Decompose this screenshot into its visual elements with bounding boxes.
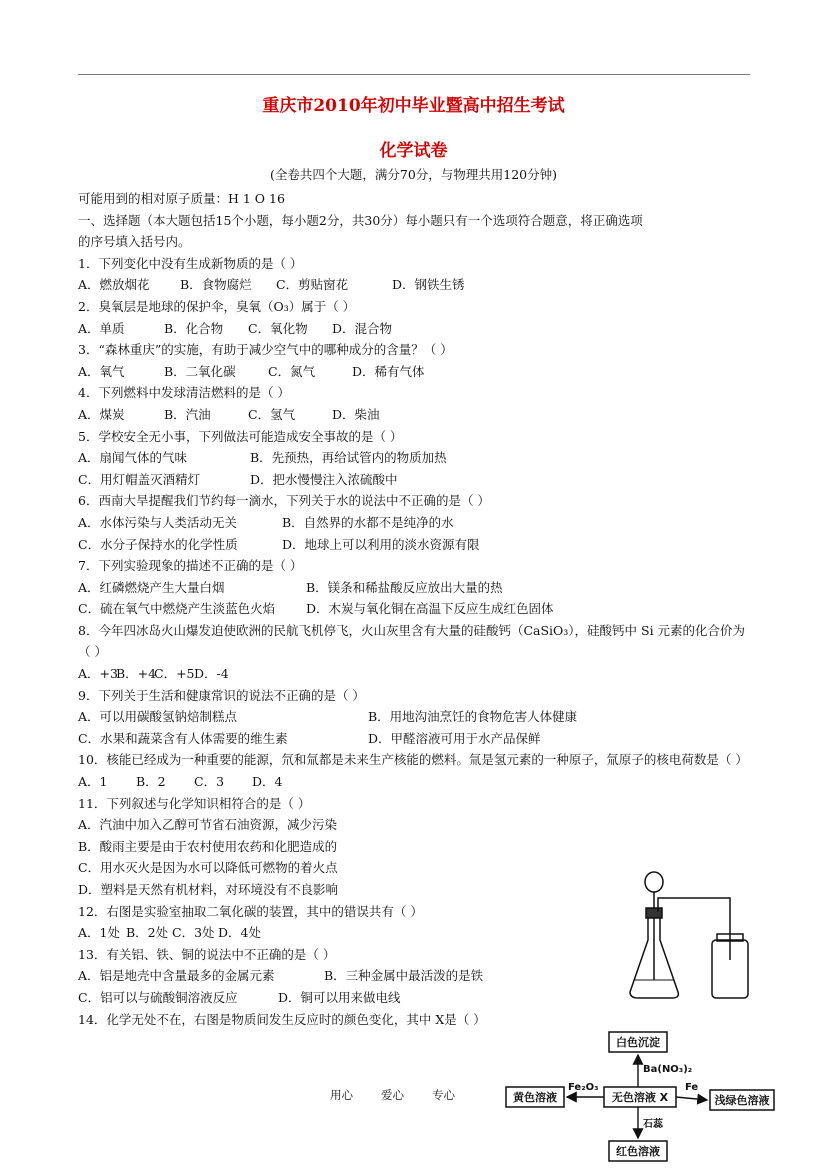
option: D．铜可以用来做电线: [278, 989, 401, 1005]
question-stem: 13．有关铝、铁、铜的说法中不正确的是（ ）: [78, 946, 336, 962]
question-options: [78, 512, 748, 534]
question-options: [78, 447, 748, 469]
option: C．用灯帽盖灭酒精灯: [78, 471, 201, 487]
label-red-solution: 红色溶液: [616, 1145, 660, 1158]
option: B．食物腐烂: [180, 277, 252, 293]
reagent-iron: Fe: [685, 1082, 699, 1093]
option: D．钢铁生锈: [392, 277, 465, 293]
label-yellow-solution: 黄色溶液: [513, 1091, 557, 1104]
option: B．+4: [116, 666, 157, 682]
question-options: [78, 534, 748, 556]
label-white-precipitate: 白色沉淀: [616, 1036, 660, 1049]
question-options: [78, 663, 748, 685]
option: A．水体污染与人类活动无关: [78, 514, 238, 530]
delivery-tube: [658, 898, 730, 960]
question-stem: 5．学校安全无小事，下列做法可能造成安全事故的是（ ）: [78, 428, 403, 444]
reagent-iron-oxide: Fe₂O₃: [568, 1082, 599, 1093]
co2-apparatus-figure: [622, 868, 752, 1006]
section-instructions-cont: 的序号填入括号内。: [78, 234, 191, 250]
option: C．用水灭火是因为水可以降低可燃物的着火点: [78, 860, 338, 876]
option: C．水分子保持水的化学性质: [78, 536, 238, 552]
option: C．+5: [154, 666, 195, 682]
option: D．4: [252, 774, 283, 790]
section-instructions: 一、选择题（本大题包括15个小题，每小题2分，共30分）每小题只有一个选项符合题意，将正确选项: [78, 212, 643, 228]
question-options: [78, 598, 748, 620]
footer-word: 用心: [330, 1088, 353, 1102]
subject-title: 化学试卷: [379, 141, 448, 161]
option: B．2: [136, 774, 166, 790]
option: A．燃放烟花: [78, 277, 150, 293]
option: A．氧气: [78, 363, 125, 379]
option: C．剪贴窗花: [276, 277, 349, 293]
question-options: [78, 728, 748, 750]
header-rule: [78, 74, 750, 75]
option: C．3处: [172, 925, 215, 941]
option: C．氮气: [268, 363, 316, 379]
option: B．化合物: [164, 320, 224, 336]
option: A．铝是地壳中含量最多的金属元素: [78, 968, 275, 984]
exam-note: (全卷共四个大题，满分70分，与物理共用120分钟): [269, 167, 558, 182]
question-stem: 8．今年四冰岛火山爆发迫使欧洲的民航飞机停飞，火山灰里含有大量的硅酸钙（CaSiO₃），硅酸钙中 Si 元素的化合价为（ ）: [78, 622, 746, 660]
question-stem: 14．化学无处不在，右图是物质间发生反应时的颜色变化，其中 X是（ ）: [78, 1011, 486, 1027]
footer-word: 爱心: [381, 1088, 404, 1102]
arrow-to-right: [676, 1097, 707, 1100]
option: B．2处: [126, 925, 169, 941]
question-stem: 2．臭氧层是地球的保护伞，臭氧（O₃）属于（ ）: [78, 298, 356, 314]
option: C．水果和蔬菜含有人体需要的维生素: [78, 730, 288, 746]
option: A．1: [78, 774, 108, 790]
option: C．铝可以与硫酸铜溶液反应: [78, 989, 238, 1005]
option: B．用地沟油烹饪的食物危害人体健康: [368, 709, 578, 725]
question-options: [78, 771, 748, 793]
option: B．汽油: [164, 406, 211, 422]
page-footer: [330, 1087, 483, 1103]
option: C．硫在氧气中燃烧产生淡蓝色火焰: [78, 601, 276, 617]
exam-title: 重庆市2010年初中毕业暨高中招生考试: [262, 96, 565, 116]
reaction-diagram: [500, 1024, 790, 1168]
question-stem: 1．下列变化中没有生成新物质的是（ ）: [78, 255, 303, 271]
reagent-litmus: 石蕊: [643, 1119, 663, 1130]
option: D．4处: [218, 925, 261, 941]
question-options: [78, 577, 748, 599]
option: A．红磷燃烧产生大量白烟: [78, 579, 225, 595]
option: B．三种金属中最活泼的是铁: [324, 968, 484, 984]
option: B．酸雨主要是由于农村使用农药和化肥造成的: [78, 838, 338, 854]
atomic-mass-line: 可能用到的相对原子质量：H 1 O 16: [78, 191, 285, 206]
reagent-barium-nitrate: Ba(NO₃)₂: [643, 1064, 693, 1075]
question-stem: 3．“森林重庆”的实施，有助于减少空气中的哪种成分的含量？（ ）: [78, 342, 453, 358]
option: D．塑料是天然有机材料，对环境没有不良影响: [78, 882, 339, 897]
question-stem: 6．西南大旱提醒我们节约每一滴水，下列关于水的说法中不正确的是（ ）: [78, 493, 490, 509]
option: B．镁条和稀盐酸反应放出大量的热: [306, 579, 503, 595]
option: A．+3: [78, 666, 118, 682]
option: D．木炭与氧化铜在高温下反应生成红色固体: [306, 601, 554, 617]
stopper: [646, 908, 662, 918]
option: C．氢气: [248, 406, 296, 422]
option: C．3: [194, 774, 225, 790]
funnel-bulb: [645, 872, 663, 892]
option: D．把水慢慢注入浓硫酸中: [250, 471, 398, 487]
question-options: [78, 404, 748, 426]
label-light-green-solution: 浅绿色溶液: [714, 1094, 770, 1107]
option: A．单质: [78, 320, 125, 336]
question-stem: 9．下列关于生活和健康常识的说法不正确的是（ ）: [78, 687, 365, 703]
option: A．扇闻气体的气味: [78, 450, 188, 466]
question-options: [78, 706, 748, 728]
question-options: [78, 469, 748, 491]
question-options: [78, 318, 748, 340]
option: A．汽油中加入乙醇可节省石油资源，减少污染: [78, 817, 338, 833]
question-stem: 12．右图是实验室抽取二氧化碳的装置，其中的错误共有（ ）: [78, 903, 423, 919]
question-options: [78, 274, 748, 296]
option: B．先预热，再给试管内的物质加热: [250, 450, 447, 466]
option: A．可以用碳酸氢钠焙制糕点: [78, 709, 238, 725]
option: D．甲醛溶液可用于水产品保鲜: [368, 730, 541, 746]
question-stem: 10．核能已经成为一种重要的能源，氘和氚都是未来生产核能的燃料。氚是氢元素的一种原子，氚原子的核电荷数是（ ）: [78, 752, 748, 768]
option: B．二氧化碳: [164, 363, 236, 379]
question-options: [78, 361, 748, 383]
option: D．混合物: [332, 320, 393, 336]
footer-word: 专心: [432, 1088, 455, 1102]
question-stem: 4．下列燃料中发球清洁燃料的是（ ）: [78, 385, 290, 401]
question-stem: 7．下列实验现象的描述不正确的是（ ）: [78, 558, 303, 574]
question-stem: 11．下列叙述与化学知识相符合的是（ ）: [78, 795, 311, 811]
option: A．煤炭: [78, 406, 125, 422]
option: D．稀有气体: [352, 363, 425, 379]
option: D．-4: [194, 666, 229, 682]
option: A．1处: [78, 925, 120, 941]
option: B．自然界的水都不是纯净的水: [282, 514, 454, 530]
option: D．地球上可以利用的淡水资源有限: [282, 536, 480, 552]
option: C．氧化物: [248, 320, 308, 336]
label-colorless-solution-x: 无色溶液 X: [611, 1091, 669, 1104]
option: D．柴油: [332, 406, 380, 422]
